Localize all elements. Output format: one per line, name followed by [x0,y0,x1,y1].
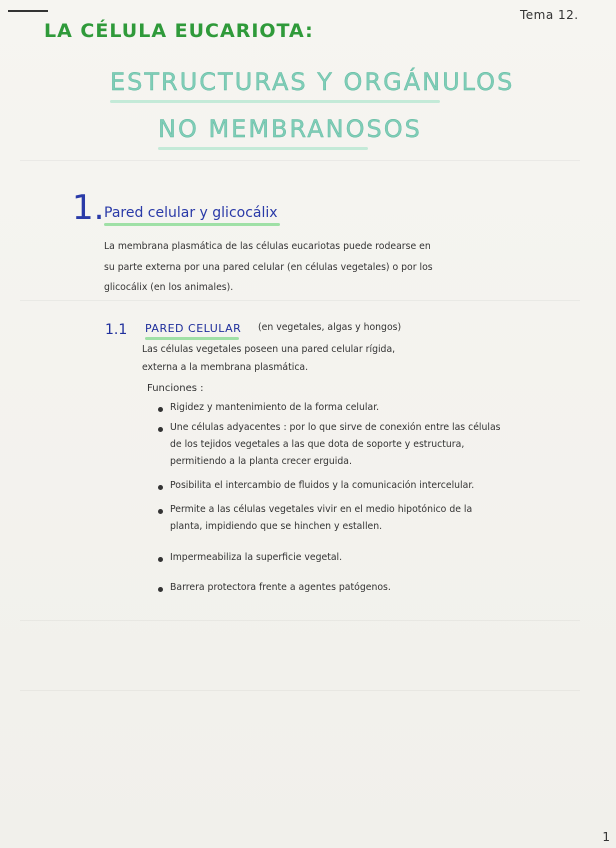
bullet-dot [158,427,163,432]
bullet-line: Impermeabiliza la superficie vegetal. [170,552,343,563]
paragraph-line: Las células vegetales poseen una pared celular rígida, [142,344,396,355]
paragraph-line: externa a la membrana plasmática. [142,362,309,373]
section-heading: Pared celular y glicocálix [104,205,278,221]
bullet-dot [158,509,163,514]
functions-label: Funciones : [147,383,204,394]
bullet-line: Une células adyacentes : por lo que sirve de conexión entre las células [170,422,501,433]
bullet-dot [158,485,163,490]
section-heading-highlight [104,223,280,226]
subsection-heading-highlight [145,337,239,340]
bullet-dot [158,587,163,592]
paragraph-line: La membrana plasmática de las células eucariotas puede rodearse en [104,241,431,252]
bullet-line: Posibilita el intercambio de fluidos y la comunicación intercelular. [170,480,475,491]
page-title: LA CÉLULA EUCARIOTA: [44,20,314,42]
bullet-line: planta, impidiendo que se hinchen y estallen. [170,521,383,532]
subsection-heading: PARED CELULAR [145,322,242,335]
bullet-line: Rigidez y mantenimiento de la forma celular. [170,402,380,413]
paragraph-line: glicocálix (en los animales). [104,282,234,293]
subsection-note: (en vegetales, algas y hongos) [258,322,402,333]
page-number: 1 [602,830,610,844]
bullet-dot [158,407,163,412]
bullet-line: permitiendo a la planta crecer erguida. [170,456,352,467]
subtitle-underline-2 [158,147,368,150]
bullet-line: de los tejidos vegetales a las que dota de soporte y estructura, [170,439,465,450]
paragraph-line: su parte externa por una pared celular (en células vegetales) o por los [104,262,433,273]
section-number: 1. [72,188,105,228]
subsection-number: 1.1 [105,322,128,338]
bullet-line: Barrera protectora frente a agentes patógenos. [170,582,391,593]
top-margin-mark [8,10,48,12]
bullet-dot [158,557,163,562]
topic-label: Tema 12. [520,8,579,22]
subtitle-underline-1 [110,100,440,103]
subtitle-line-1: ESTRUCTURAS Y ORGÁNULOS [110,68,515,96]
subtitle-line-2: NO MEMBRANOSOS [158,115,422,143]
bullet-line: Permite a las células vegetales vivir en el medio hipotónico de la [170,504,473,515]
